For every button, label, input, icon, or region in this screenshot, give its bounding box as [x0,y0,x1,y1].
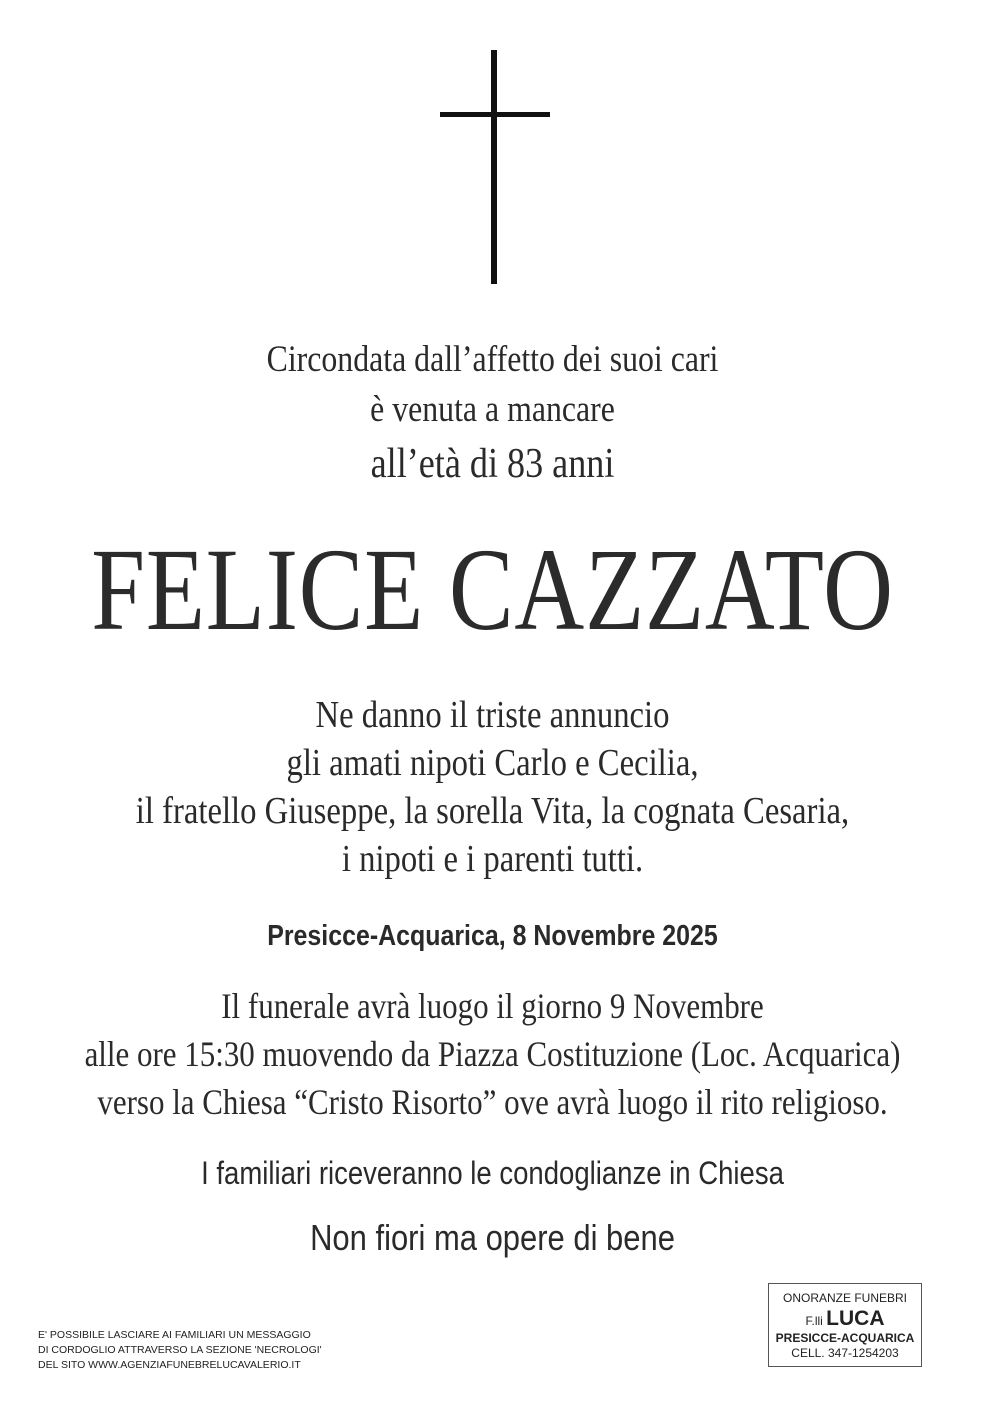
announcement-line-4: i nipoti e i parenti tutti. [341,838,644,880]
agency-box [768,1283,922,1367]
intro-line-2: è venuta a mancare [370,389,615,430]
footer-note-line-2: DI CORDOGLIO ATTRAVERSO LA SEZIONE 'NECROLOGI' [38,1344,322,1356]
agency-location: PRESICCE-ACQUARICA [775,1331,915,1345]
funeral-line-2: alle ore 15:30 muovendo da Piazza Costituzione (Loc. Acquarica) [84,1034,901,1074]
condolences-note: I familiari riceveranno le condoglianze in Chiesa [201,1155,784,1191]
cross-horizontal-bar [440,112,550,117]
place-date: Presicce-Acquarica, 8 Novembre 2025 [267,920,718,952]
agency-name: LUCA [826,1307,885,1330]
agency-name-row [769,1307,921,1331]
intro-line-3: all’età di 83 anni [370,441,615,487]
deceased-name: FELICE CAZZATO [91,524,894,655]
intro-line-1: Circondata dall’affetto dei suoi cari [266,339,719,380]
footer-note-line-3: DEL SITO WWW.AGENZIAFUNEBRELUCAVALERIO.IT [38,1359,301,1371]
footer-note [38,1328,322,1373]
announcement-line-2: gli amati nipoti Carlo e Cecilia, [286,742,699,784]
announcement-line-1: Ne danno il triste annuncio [315,694,670,736]
cross-vertical-bar [491,50,497,284]
no-flowers-note: Non fiori ma opere di bene [310,1217,675,1258]
agency-title: ONORANZE FUNEBRI [782,1291,907,1305]
funeral-line-1: Il funerale avrà luogo il giorno 9 Novembre [221,986,764,1026]
agency-phone: CELL. 347-1254203 [791,1346,899,1360]
cross-icon [440,50,550,284]
announcement-line-3: il fratello Giuseppe, la sorella Vita, la cognata Cesaria, [135,790,850,832]
footer-note-line-1: E' POSSIBILE LASCIARE AI FAMILIARI UN MESSAGGIO [38,1329,311,1341]
funeral-line-3: verso la Chiesa “Cristo Risorto” ove avrà luogo il rito religioso. [97,1082,888,1122]
agency-prefix: F.lli [805,1314,823,1328]
